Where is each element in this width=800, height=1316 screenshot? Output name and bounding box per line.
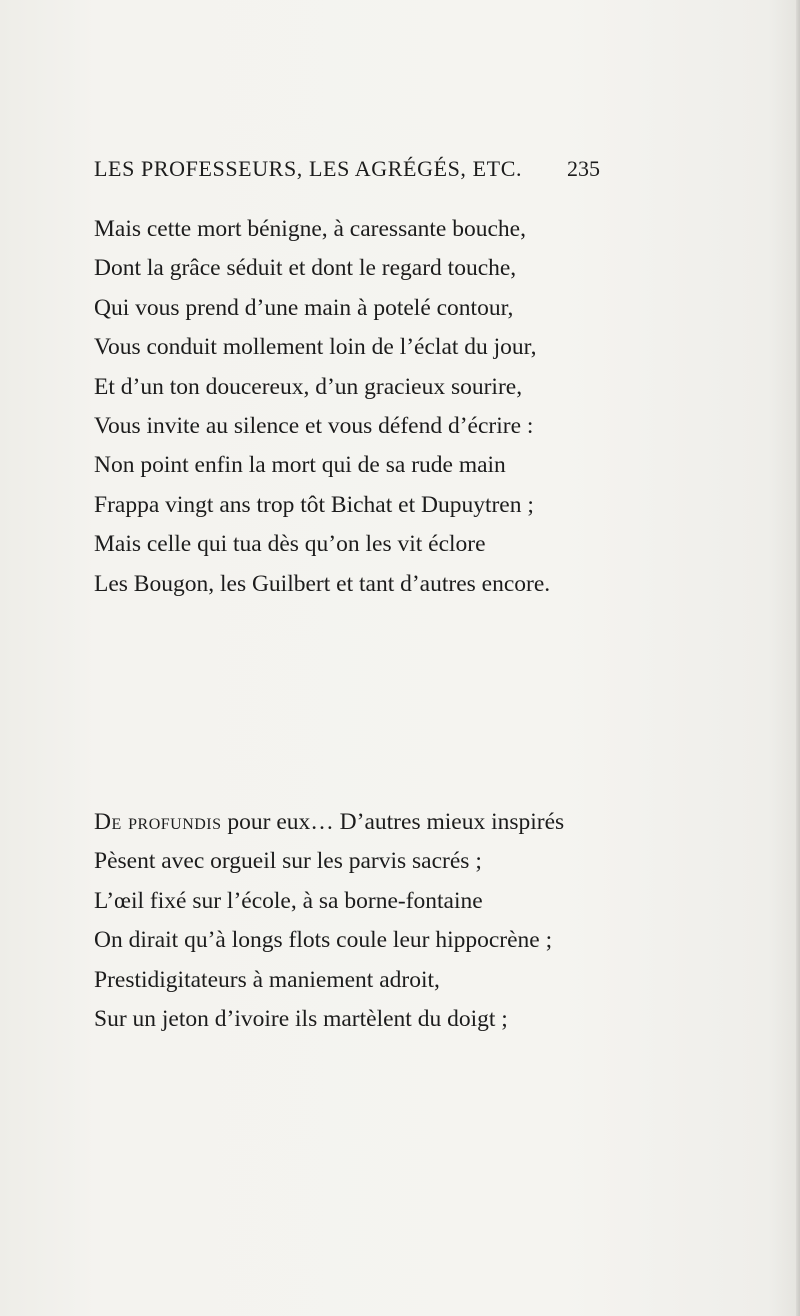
verse-line: Vous invite au silence et vous défend d’écrire : [94,412,534,439]
page-number: 235 [567,156,600,181]
verse-line: Sur un jeton d’ivoire ils martèlent du doigt ; [94,1005,508,1032]
running-head: LES PROFESSEURS, LES AGRÉGÉS, ETC. [94,156,523,181]
verse-line: Qui vous prend d’une main à potelé contour, [94,294,514,321]
verse-line: L’œil fixé sur l’école, à sa borne-fontaine [94,887,483,914]
stanza-1 [94,210,614,604]
verse-line-first [94,803,614,842]
stanza-2 [94,803,614,1039]
verse-line: Dont la grâce séduit et dont le regard touche, [94,255,517,282]
de-profundis-smallcaps: De profundis [94,809,222,835]
verse-line-rest: pour eux… D’autres mieux inspirés [221,809,565,835]
verse-line: Mais celle qui tua dès qu’on les vit éclore [94,531,486,558]
page-header [94,156,600,190]
verse-line: Pèsent avec orgueil sur les parvis sacrés ; [94,848,482,875]
verse-line: Vous conduit mollement loin de l’éclat du jour, [94,334,537,361]
verse-line: On dirait qu’à longs flots coule leur hippocrène ; [94,927,553,954]
verse-line: Frappa vingt ans trop tôt Bichat et Dupuytren ; [94,491,534,518]
verse-line: Prestidigitateurs à maniement adroit, [94,966,440,993]
page-edge [796,0,800,1316]
verse-line: Non point enfin la mort qui de sa rude main [94,452,506,479]
verse-line: Mais cette mort bénigne, à caressante bouche, [94,216,526,242]
verse-line: Les Bougon, les Guilbert et tant d’autres encore. [94,570,551,597]
verse-line: Et d’un ton doucereux, d’un gracieux sourire, [94,373,523,400]
